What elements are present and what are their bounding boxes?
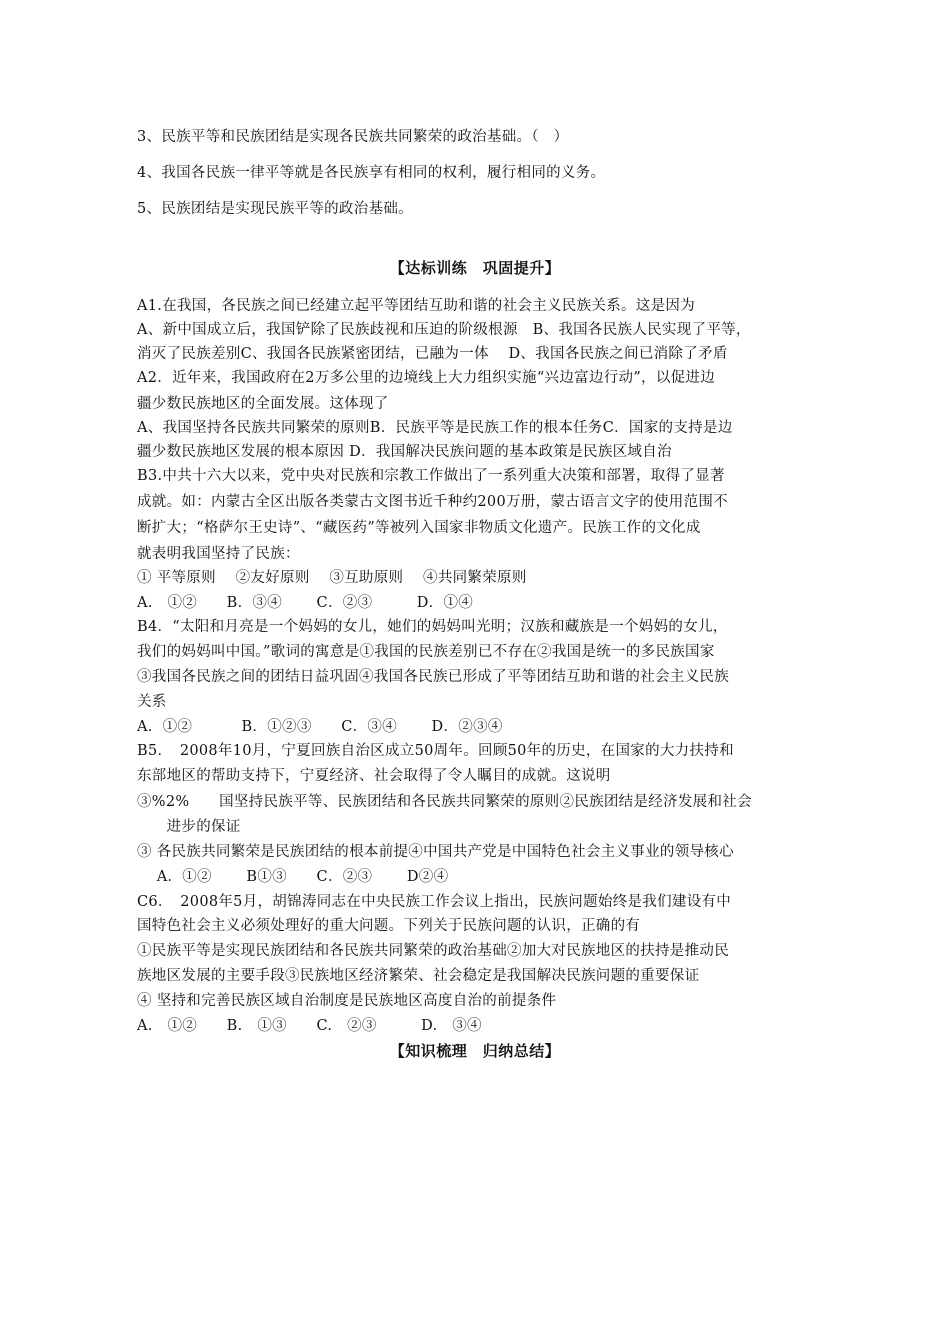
question-options: ① 平等原则 ②友好原则 ③互助原则 ④共同繁荣原则 <box>137 570 527 586</box>
question-line: 我们的妈妈叫中国。”歌词的寓意是①我国的民族差别已不存在②我国是统一的多民族国家 <box>137 644 715 660</box>
question-line: 东部地区的帮助支持下，宁夏经济、社会取得了令人瞩目的成就。这说明 <box>137 768 611 784</box>
tf-item-3: 3、民族平等和民族团结是实现各民族共同繁荣的政治基础。（ ） <box>137 129 569 145</box>
answer-choices: A．①② B①③ C．②③ D②④ <box>137 869 449 885</box>
question-line: 关系 <box>137 694 167 710</box>
tf-item-4: 4、我国各民族一律平等就是各民族享有相同的权利，履行相同的义务。 <box>137 165 606 181</box>
question-line: 疆少数民族地区的全面发展。这体现了 <box>137 396 389 412</box>
answer-choices: A. ①② B．③④ C．②③ D．①④ <box>137 595 474 611</box>
section-heading-training: 【达标训练 巩固提升】 <box>389 259 561 277</box>
question-line: B3.中共十六大以来，党中央对民族和宗教工作做出了一系列重大决策和部署，取得了显著 <box>137 468 725 484</box>
question-line: 疆少数民族地区发展的根本原因 D．我国解决民族问题的基本政策是民族区域自治 <box>137 444 672 460</box>
question-line: ③ 各民族共同繁荣是民族团结的根本前提④中国共产党是中国特色社会主义事业的领导核心 <box>137 844 734 860</box>
tf-item-5: 5、民族团结是实现民族平等的政治基础。 <box>137 201 413 217</box>
question-line: 断扩大；“格萨尔王史诗”、“藏医药”等被列入国家非物质文化遗产。民族工作的文化成 <box>137 520 701 536</box>
question-line: ③%2% 国坚持民族平等、民族团结和各民族共同繁荣的原则②民族团结是经济发展和社会 <box>137 794 752 810</box>
question-line: A2．近年来，我国政府在2万多公里的边境线上大力组织实施“兴边富边行动”，以促进边 <box>137 370 716 386</box>
question-line: A、新中国成立后，我国铲除了民族歧视和压迫的阶级根源 B、我国各民族人民实现了平等， <box>137 322 751 338</box>
question-line: C6． 2008年5月，胡锦涛同志在中央民族工作会议上指出，民族问题始终是我们建设有中 <box>137 894 732 910</box>
question-line: A1.在我国，各民族之间已经建立起平等团结互助和谐的社会主义民族关系。这是因为 <box>137 298 696 314</box>
question-line: 就表明我国坚持了民族： <box>137 546 300 562</box>
question-line: 进步的保证 <box>137 819 241 835</box>
question-line: 消灭了民族差别C、我国各民族紧密团结，已融为一体 D、我国各民族之间已消除了矛盾 <box>137 346 728 362</box>
question-line: A、我国坚持各民族共同繁荣的原则B．民族平等是民族工作的根本任务C．国家的支持是边 <box>137 420 733 436</box>
question-line: 国特色社会主义必须处理好的重大问题。下列关于民族问题的认识，正确的有 <box>137 918 641 934</box>
section-heading-summary: 【知识梳理 归纳总结】 <box>389 1042 561 1060</box>
answer-choices: A. ①② B. ①③ C. ②③ D. ③④ <box>137 1018 482 1034</box>
answer-choices: A．①② B．①②③ C．③④ D．②③④ <box>137 719 503 735</box>
question-line: ①民族平等是实现民族团结和各民族共同繁荣的政治基础②加大对民族地区的扶持是推动民 <box>137 943 729 959</box>
question-line: B5． 2008年10月，宁夏回族自治区成立50周年。回顾50年的历史，在国家的大力扶持和 <box>137 743 734 759</box>
question-line: ③我国各民族之间的团结日益巩固④我国各民族已形成了平等团结互助和谐的社会主义民族 <box>137 669 729 685</box>
question-line: B4．“太阳和月亮是一个妈妈的女儿，她们的妈妈叫光明；汉族和藏族是一个妈妈的女儿， <box>137 619 728 635</box>
question-line: ④ 坚持和完善民族区域自治制度是民族地区高度自治的前提条件 <box>137 993 557 1009</box>
question-line: 族地区发展的主要手段③民族地区经济繁荣、社会稳定是我国解决民族问题的重要保证 <box>137 968 700 984</box>
question-line: 成就。如：内蒙古全区出版各类蒙古文图书近千种约200万册，蒙古语言文字的使用范围不 <box>137 494 728 510</box>
